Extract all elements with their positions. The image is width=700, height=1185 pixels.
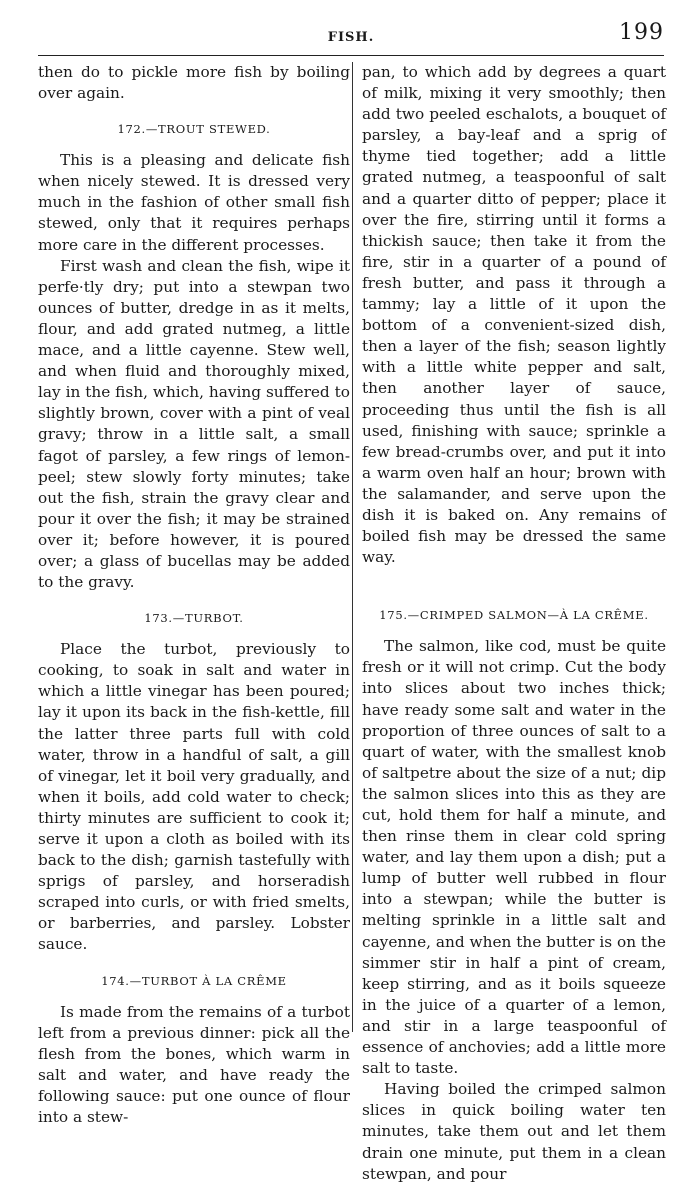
recipe-174-continued: pan, to which add by degrees a quart of milk, mixing it very smoothly; then add two peeled eschalots, a bouquet of parsley, a bay-leaf and a sprig of thyme tied together; add a little grated nutmeg, a teaspoonful of salt and a quarter ditto of pepper; place it over the fire, stirring until it forms a thickish sauce; then take it from the fire, stir in a quarter of a pound of fresh butter, and pass it through a tammy; lay a little of it upon the bottom of a convenient-sized dish, then a layer of the fish; season lightly with a little white pepper and salt, then another layer of sauce, proceeding thus until the fish is all used, finishing with sauce; sprinkle a few bread-crumbs over, and put it into a warm oven half an hour; brown with the salamander, and serve upon the dish it is baked on. Any remains of boiled fish may be dressed the same way.: [362, 63, 666, 567]
recipe-heading-174: 174.—TURBOT À LA CRÊME: [101, 973, 287, 988]
header-rule: [38, 55, 664, 56]
right-column: [362, 62, 666, 1185]
page-number: 199: [619, 20, 664, 45]
recipe-172-paragraph-2: First wash and clean the fish, wipe it perfe·tly dry; put into a stewpan two ounces of butter, dredge in as it melts, flour, and add grated nutmeg, a little mace, and a little cayenne. Stew well, and when fluid and thoroughly mixed, lay in the fish, which, having suffered to slightly brown, cover with a pint of veal gravy; throw in a little salt, a small fagot of parsley, a few rings of lemon-peel; stew slowly forty minutes; take out the fish, strain the gravy clear and pour it over the fish; it may be strained over it; before however, it is poured over; a glass of bucellas may be added to the gravy.: [38, 256, 350, 592]
section-gap: [362, 568, 666, 590]
recipe-174-paragraph-1: Is made from the remains of a turbot left from a previous dinner: pick all the flesh from the bones, which warm in salt and water, and have ready the following sauce: put one ounce of flour into a stew-: [38, 1002, 350, 1127]
running-head: [38, 18, 664, 52]
recipe-heading-173: 173.—TURBOT.: [144, 611, 244, 626]
column-divider: [352, 62, 353, 1032]
left-column: [38, 62, 350, 1128]
recipe-175-paragraph-2: Having boiled the crimped salmon slices in quick boiling water ten minutes, take them out and let them drain one minute, put them in a clean stewpan, and pour: [362, 1080, 666, 1183]
recipe-175-paragraph-1: The salmon, like cod, must be quite fresh or it will not crimp. Cut the body into slices about two inches thick; have ready some salt and water in the proportion of three ounces of salt to a quart of water, with the smallest knob of saltpetre about the size of a nut; dip the salmon slices into this as they are cut, hold them for half a minute, and then rinse them in clear cold spring water, and lay them upon a dish; put a lump of butter well rubbed in flour into a stewpan; while the butter is melting sprinkle in a little salt and cayenne, and when the butter is on the simmer stir in half a pint of cream, keep stirring, and as it boils squeeze in the juice of a quarter of a lemon, and stir in a large teaspoonful of essence of anchovies; add a little more salt to taste.: [362, 637, 666, 1078]
recipe-heading-172: 172.—TROUT STEWED.: [117, 122, 271, 137]
continued-paragraph: then do to pickle more fish by boiling over again.: [38, 63, 350, 103]
running-title: FISH.: [327, 30, 375, 45]
recipe-173-paragraph-1: Place the turbot, previously to cooking, to soak in salt and water in which a little vinegar has been poured; lay it upon its back in the fish-kettle, fill the latter three parts full with cold water, throw in a handful of salt, a gill of vinegar, let it boil very gradually, and when it boils, add cold water to check; thirty minutes are sufficient to cook it; serve it upon a cloth as boiled with its back to the dish; garnish tastefully with sprigs of parsley, and horseradish scraped into curls, or with fried smelts, or barberries, and parsley. Lobster sauce.: [38, 640, 350, 954]
recipe-172-paragraph-1: This is a pleasing and delicate fish when nicely stewed. It is dressed very much in the fashion of other small fish stewed, only that it requires perhaps more care in the different processes.: [38, 151, 350, 254]
recipe-heading-175: 175.—CRIMPED SALMON—À LA CRÊME.: [379, 608, 649, 623]
